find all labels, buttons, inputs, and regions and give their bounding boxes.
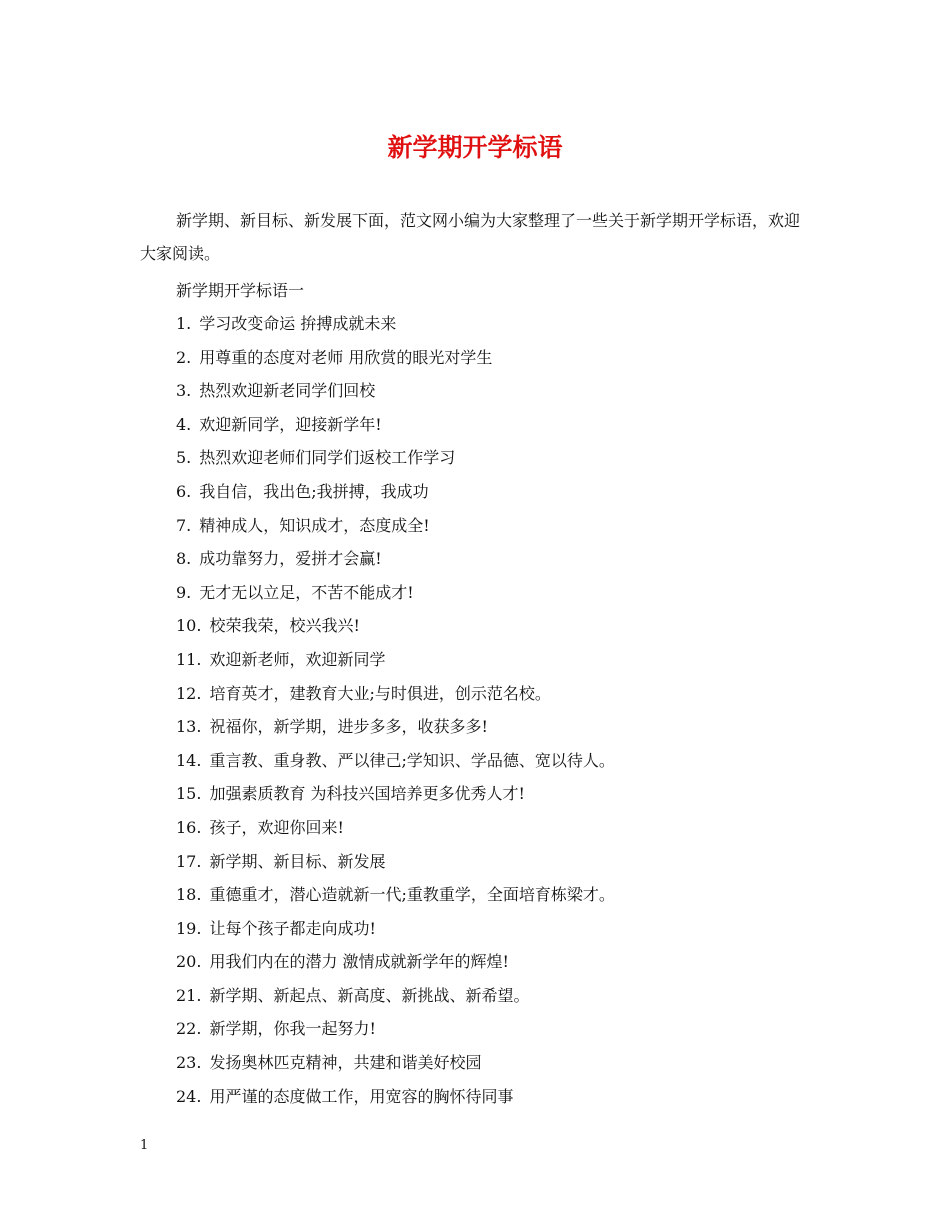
item-text: 无才无以立足，不苦不能成才!: [199, 582, 414, 602]
page-number: 1: [140, 1138, 149, 1153]
list-item: [176, 341, 615, 375]
item-number: 15.: [176, 784, 202, 804]
item-number: 14.: [176, 750, 202, 770]
list-item: [176, 945, 615, 979]
item-text: 新学期，你我一起努力!: [209, 1019, 376, 1039]
list-item: [176, 979, 615, 1013]
item-text: 孩子，欢迎你回来!: [209, 817, 344, 837]
item-text: 我自信，我出色;我拼搏，我成功: [199, 481, 429, 501]
item-text: 热烈欢迎新老同学们回校: [199, 381, 376, 401]
item-text: 祝福你，新学期，进步多多，收获多多!: [209, 717, 488, 737]
item-number: 4.: [176, 414, 192, 434]
list-item: [176, 677, 615, 711]
item-number: 20.: [176, 952, 202, 972]
list-item: [176, 643, 615, 677]
item-number: 22.: [176, 1019, 202, 1039]
list-item: [176, 576, 615, 610]
list-item: [176, 609, 615, 643]
item-number: 12.: [176, 683, 202, 703]
list-item: [176, 811, 615, 845]
item-text: 用尊重的态度对老师 用欣赏的眼光对学生: [199, 347, 493, 367]
list-item: [176, 475, 615, 509]
item-text: 校荣我荣，校兴我兴!: [209, 616, 360, 636]
item-text: 欢迎新同学，迎接新学年!: [199, 414, 382, 434]
item-number: 23.: [176, 1053, 202, 1073]
section-heading: 新学期开学标语一: [176, 281, 305, 300]
list-item: [176, 845, 615, 879]
item-number: 17.: [176, 851, 202, 871]
list-item: [176, 1012, 615, 1046]
item-text: 新学期、新起点、新高度、新挑战、新希望。: [209, 985, 530, 1005]
item-number: 5.: [176, 448, 192, 468]
item-number: 13.: [176, 717, 202, 737]
list-item: [176, 509, 615, 543]
item-text: 重言教、重身教、严以律己;学知识、学品德、宽以待人。: [209, 750, 615, 770]
item-number: 2.: [176, 347, 192, 367]
list-item: [176, 878, 615, 912]
item-number: 1.: [176, 314, 192, 333]
item-number: 6.: [176, 481, 192, 501]
list-item: [176, 912, 615, 946]
item-text: 发扬奥林匹克精神，共建和谐美好校园: [209, 1053, 482, 1073]
item-text: 新学期、新目标、新发展: [209, 851, 386, 871]
intro-paragraph: 新学期、新目标、新发展下面，范文网小编为大家整理了一些关于新学期开学标语，欢迎大家阅读。: [140, 211, 801, 263]
item-number: 16.: [176, 817, 202, 837]
list-item: [176, 744, 615, 778]
item-text: 精神成人，知识成才，态度成全!: [199, 515, 430, 535]
item-number: 8.: [176, 549, 192, 569]
item-number: 7.: [176, 515, 192, 535]
item-text: 用严谨的态度做工作，用宽容的胸怀待同事: [209, 1086, 514, 1106]
item-text: 热烈欢迎老师们同学们返校工作学习: [199, 448, 456, 468]
list-item: [176, 777, 615, 811]
document-title: 新学期开学标语: [387, 133, 563, 162]
item-number: 19.: [176, 918, 202, 938]
item-text: 欢迎新老师，欢迎新同学: [209, 649, 386, 669]
item-text: 培育英才，建教育大业;与时俱进，创示范名校。: [209, 683, 551, 703]
list-item: [176, 374, 615, 408]
item-number: 9.: [176, 582, 192, 602]
item-number: 24.: [176, 1086, 202, 1106]
item-text: 用我们内在的潜力 激情成就新学年的辉煌!: [209, 952, 509, 972]
list-item: [176, 441, 615, 475]
item-text: 学习改变命运 拚搏成就未来: [199, 314, 397, 333]
list-item: [176, 408, 615, 442]
item-number: 21.: [176, 985, 202, 1005]
slogan-list: [176, 307, 615, 1113]
item-text: 成功靠努力，爱拼才会赢!: [199, 549, 382, 569]
item-number: 3.: [176, 381, 192, 401]
list-item: [176, 1080, 615, 1114]
list-item: [176, 307, 615, 341]
list-item: [176, 542, 615, 576]
item-number: 11.: [176, 649, 202, 669]
item-text: 重德重才，潜心造就新一代;重教重学，全面培育栋梁才。: [209, 885, 615, 905]
list-item: [176, 710, 615, 744]
item-number: 18.: [176, 885, 202, 905]
item-text: 加强素质教育 为科技兴国培养更多优秀人才!: [209, 784, 525, 804]
item-text: 让每个孩子都走向成功!: [209, 918, 376, 938]
list-item: [176, 1046, 615, 1080]
item-number: 10.: [176, 616, 202, 636]
